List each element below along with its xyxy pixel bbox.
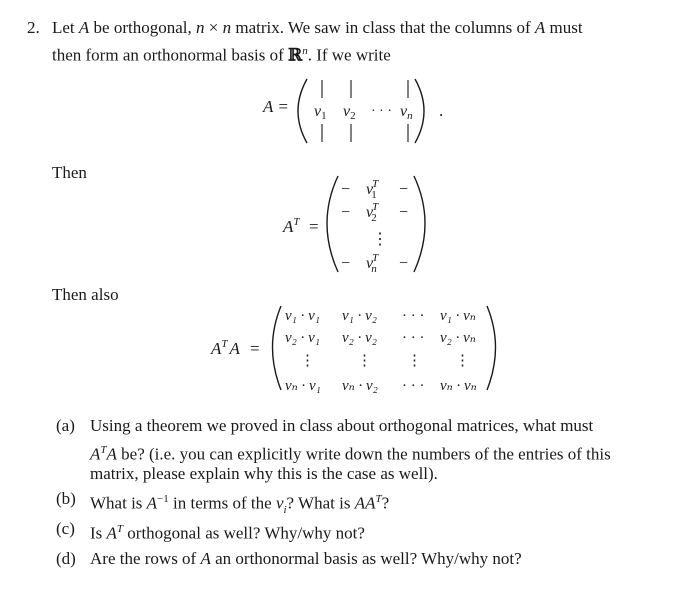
eq3-cell-r4-c3: · · · [402,378,425,394]
svg-text:−: − [399,255,409,272]
svg-text:−: − [399,181,409,198]
eq3-cell-r3-c2: ⋮ [357,353,372,369]
part-a-label: (a) [56,416,75,435]
part-b-label: (b) [56,489,76,508]
eq3-left-paren [273,306,282,390]
eq3-cell-r1-c2: v₁ · v₂ [342,308,377,324]
intro-line-2: then form an orthonormal basis of ℝ$^n$. If we write [52,45,391,66]
part-c-text: Is $A^T$ orthogonal as well? Why/why not? [90,523,365,543]
eq3-cell-r2-c4: v₂ · vₙ [440,330,476,346]
eq1-lhs: A = [263,97,289,116]
eq2-eq: = [309,217,319,236]
svg-text:−: − [399,204,409,221]
part-c-label: (c) [56,519,75,538]
svg-text:−: − [341,181,351,198]
eq3-cell-r1-c3: · · · [402,308,425,324]
eq3-cell-r1-c4: v₁ · vₙ [440,308,476,324]
eq3-cell-r4-c1: vₙ · v₁ [285,378,321,394]
problem-number: 2. [27,18,40,37]
eq3-cell-r3-c4: ⋮ [455,353,470,369]
part-d-text: Are the rows of A an orthonormal basis as well? Why/why not? [90,549,522,568]
part-d-label: (d) [56,549,76,568]
eq2-row-v2t: vT 2 [366,201,379,224]
eq3-cell-r4-c4: vₙ · vₙ [440,378,477,394]
eq1-col-v2: v2 [343,103,356,122]
eq2-lhs: $A^T$ [283,216,300,236]
part-b-text: What is $A^{-1}$ in terms of the $v_i$? What is $AA^T$? [90,493,390,517]
svg-text:−: − [341,204,351,221]
then-also-label: Then also [52,285,119,304]
eq3-cell-r3-c3: ⋮ [407,353,422,369]
eq3-cell-r1-c1: v₁ · v₁ [285,308,320,324]
then-label: Then [52,163,87,182]
eq2-vdots: ⋮ [372,231,388,248]
eq3-lhs: $A^T$ A [211,338,240,358]
part-a-line-3: matrix, please explain why this is the case as well). [90,464,438,483]
eq1-period: . [439,101,444,120]
eq3-cell-r4-c2: vₙ · v₂ [342,378,378,394]
eq3-cell-r2-c2: v₂ · v₂ [342,330,377,346]
part-a-line-1: Using a theorem we proved in class about orthogonal matrices, what must [90,416,594,435]
eq3-eq: = [250,339,260,358]
eq3-cell-r2-c3: · · · [402,330,425,346]
eq1-col-v1: v1 [314,103,327,122]
eq3-cell-r2-c1: v₂ · v₁ [285,330,320,346]
part-a-line-2: $A^TA$ be? (i.e. you can explicitly write down the numbers of the entries of this [90,444,611,464]
eq3-cell-r3-c1: ⋮ [300,353,315,369]
svg-text:−: − [341,255,351,272]
eq2-row-v1t: vT 1 [366,178,379,201]
eq2-row-vnt: vT n [366,252,379,275]
eq3-right-paren [487,306,496,390]
eq1-col-vn: vn [400,103,413,122]
eq1-dots: · · · [371,104,392,119]
intro-line-1: Let A be orthogonal, n × n matrix. We saw in class that the columns of A must [52,18,583,37]
